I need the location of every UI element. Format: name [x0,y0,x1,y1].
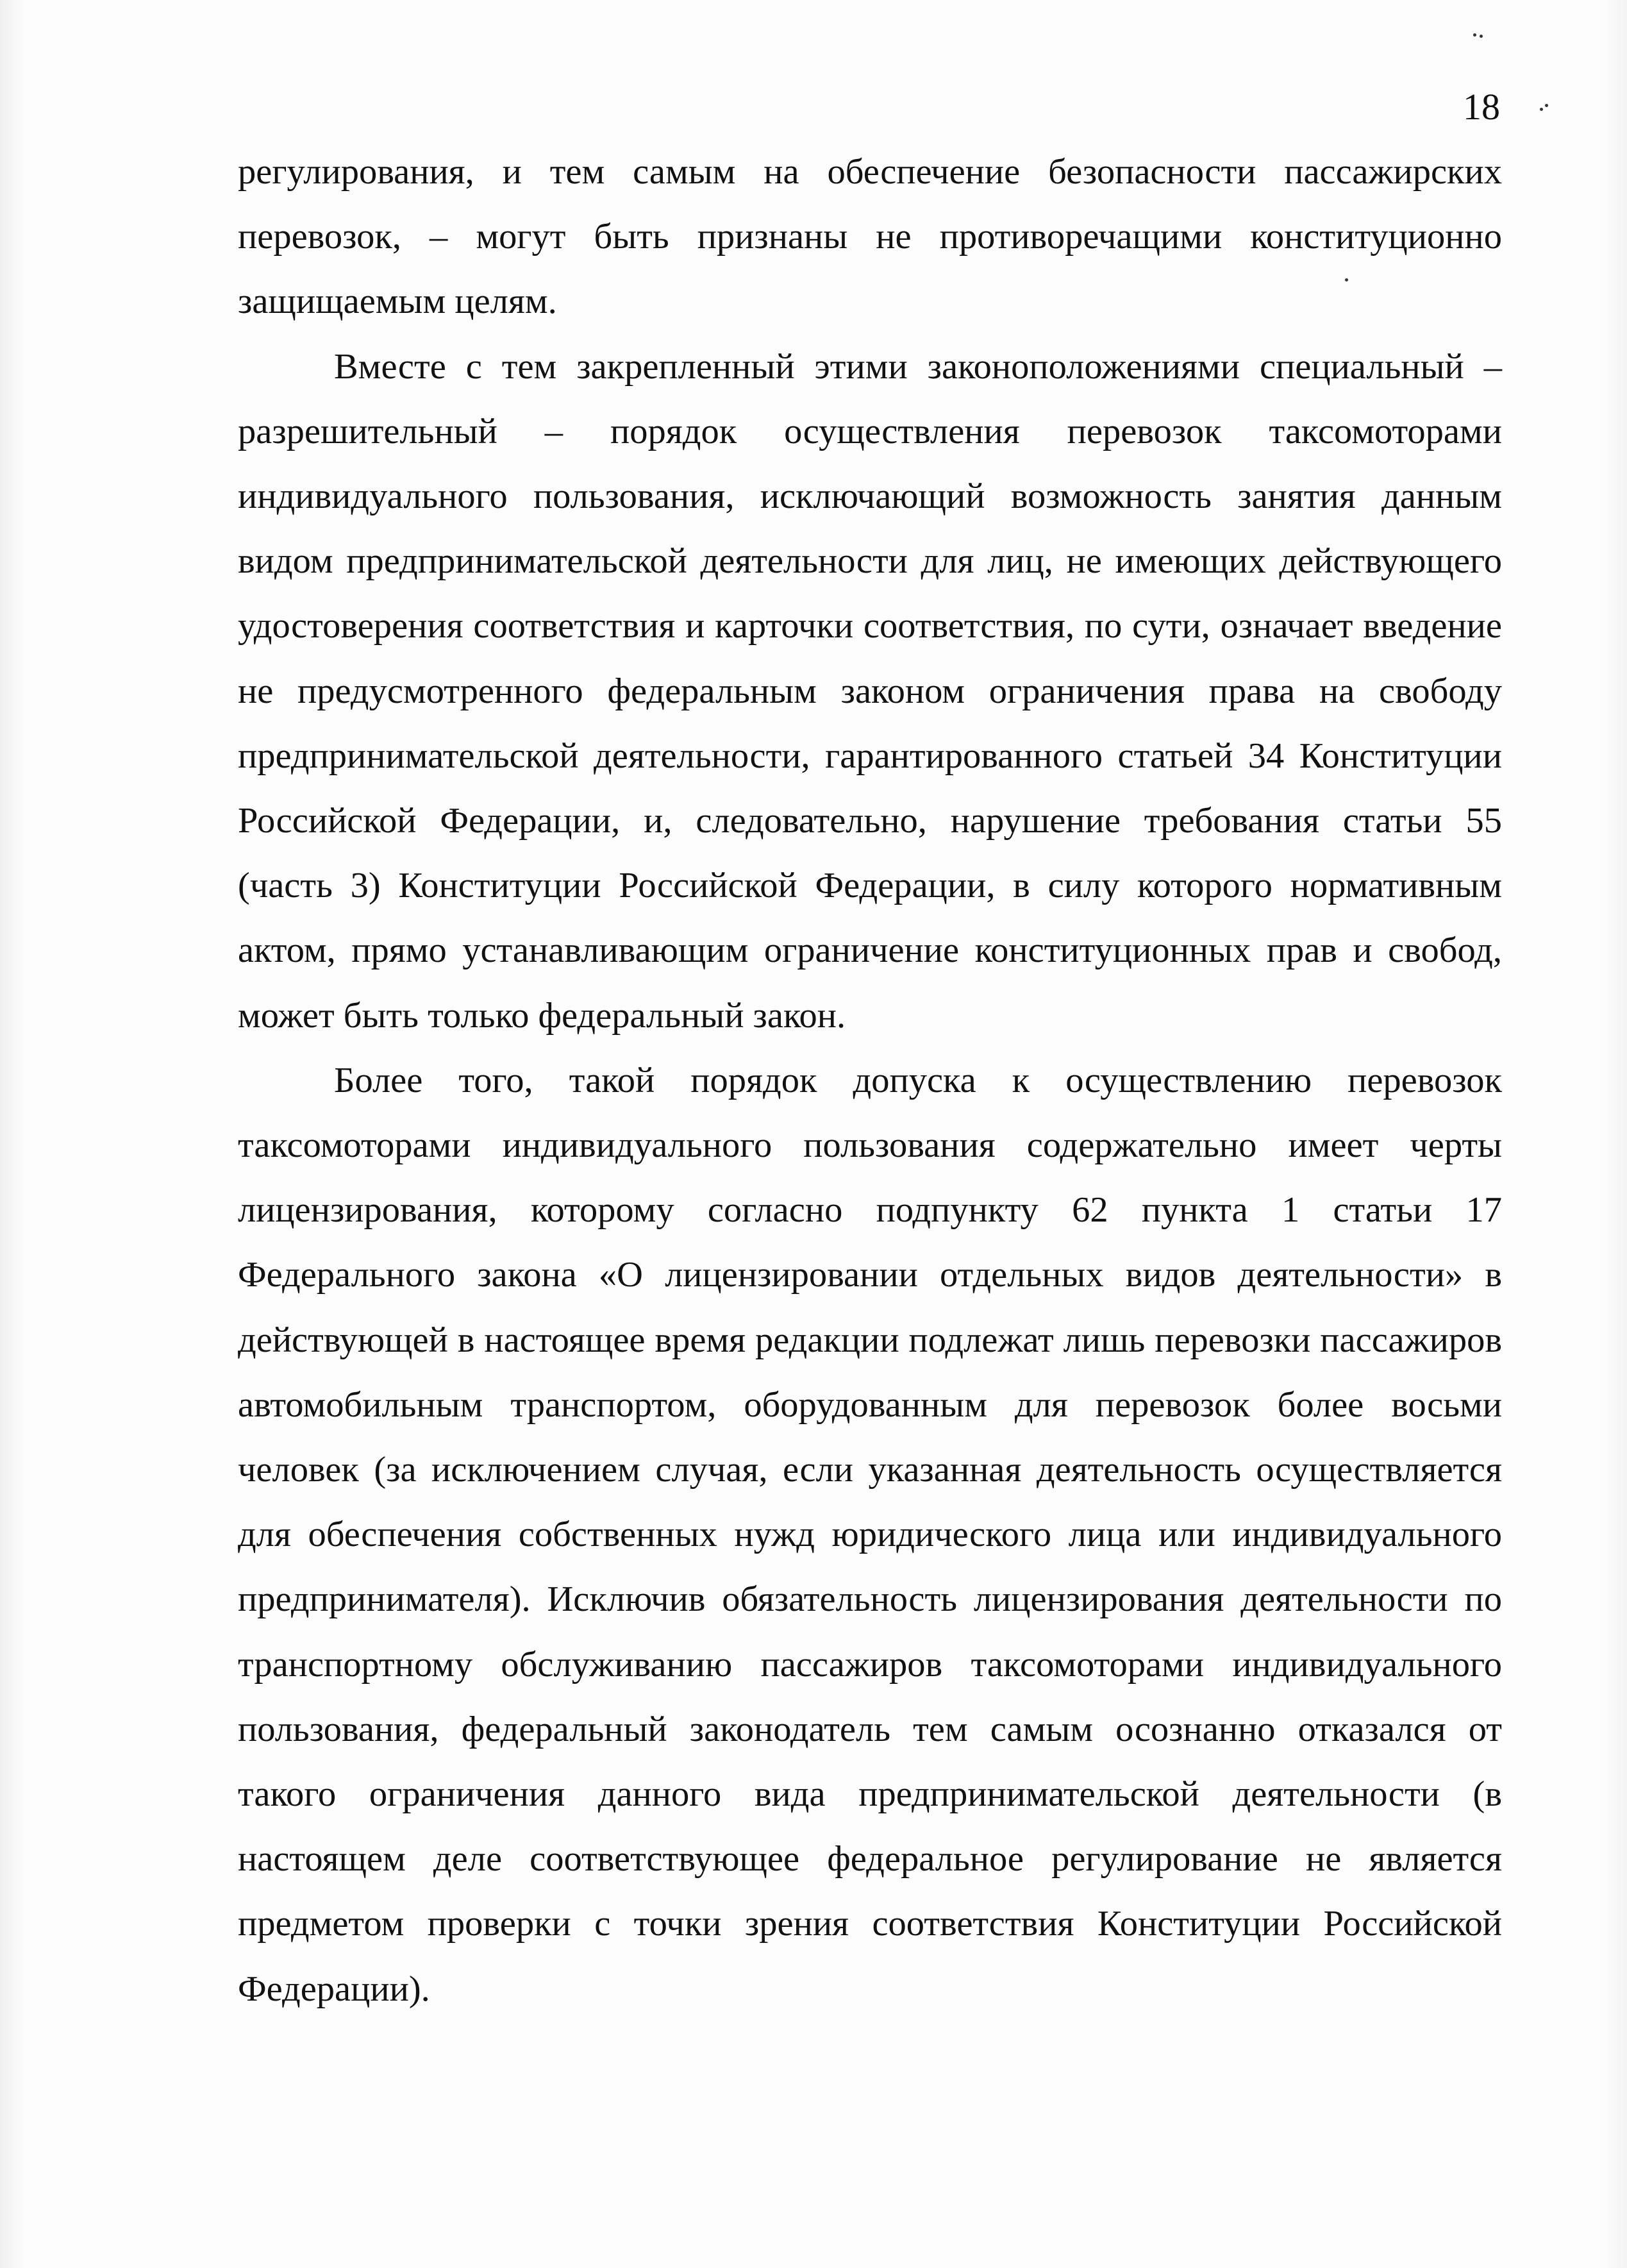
body-text [238,140,1502,2022]
page-number: 18 [1463,86,1500,128]
scan-speck [1540,108,1543,111]
paragraph-permit-procedure: Вместе с тем закрепленный этими законоположениями специальный – разрешительный – порядок осуществления перевозок таксомоторами индивидуального пользования, исключающий возможность занятия данным видом предпринимательской деятельности для лиц, не имеющих действующего удостоверения соответствия и карточки соответствия, по сути, означает введение не предусмотренного федеральным законом ограничения права на свободу предпринимательской деятельности, гарантированного статьей 34 Конституции Российской Федерации, и, следовательно, нарушение требования статьи 55 (часть 3) Конституции Российской Федерации, в силу которого нормативным актом, прямо устанавливающим ограничение конституционных прав и свобод, может быть только федеральный закон. [238,346,1502,1036]
scan-edge-right [1601,0,1627,2268]
paragraph-continuation: регулирования, и тем самым на обеспечение безопасности пассажирских перевозок, – могут быть признаны не противоречащими конституционно защищаемым целям. [238,152,1502,322]
scan-speck [1473,33,1476,37]
scan-edge-left [0,0,24,2268]
paragraph-licensing: Более того, такой порядок допуска к осуществлению перевозок таксомоторами индивидуального пользования содержательно имеет черты лицензирования, которому согласно подпункту 62 пункта 1 статьи 17 Федерального закона «О лицензировании отдельных видов деятельности» в действующей в настоящее время редакции подлежат лишь перевозки пассажиров автомобильным транспортом, оборудованным для перевозок более восьми человек (за исключением случая, если указанная деятельность осуществляется для обеспечения собственных нужд юридического лица или индивидуального предпринимателя). Исключив обязательность лицензирования деятельности по транспортному обслуживанию пассажиров таксомоторами индивидуального пользования, федеральный законодатель тем самым осознанно отказался от такого ограничения данного вида предпринимательской деятельности (в настоящем деле соответствующее федеральное регулирование не является предметом проверки с точки зрения соответствия Конституции Российской Федерации). [238,1060,1502,2009]
scan-speck [1480,35,1483,38]
scan-speck [1545,104,1548,107]
